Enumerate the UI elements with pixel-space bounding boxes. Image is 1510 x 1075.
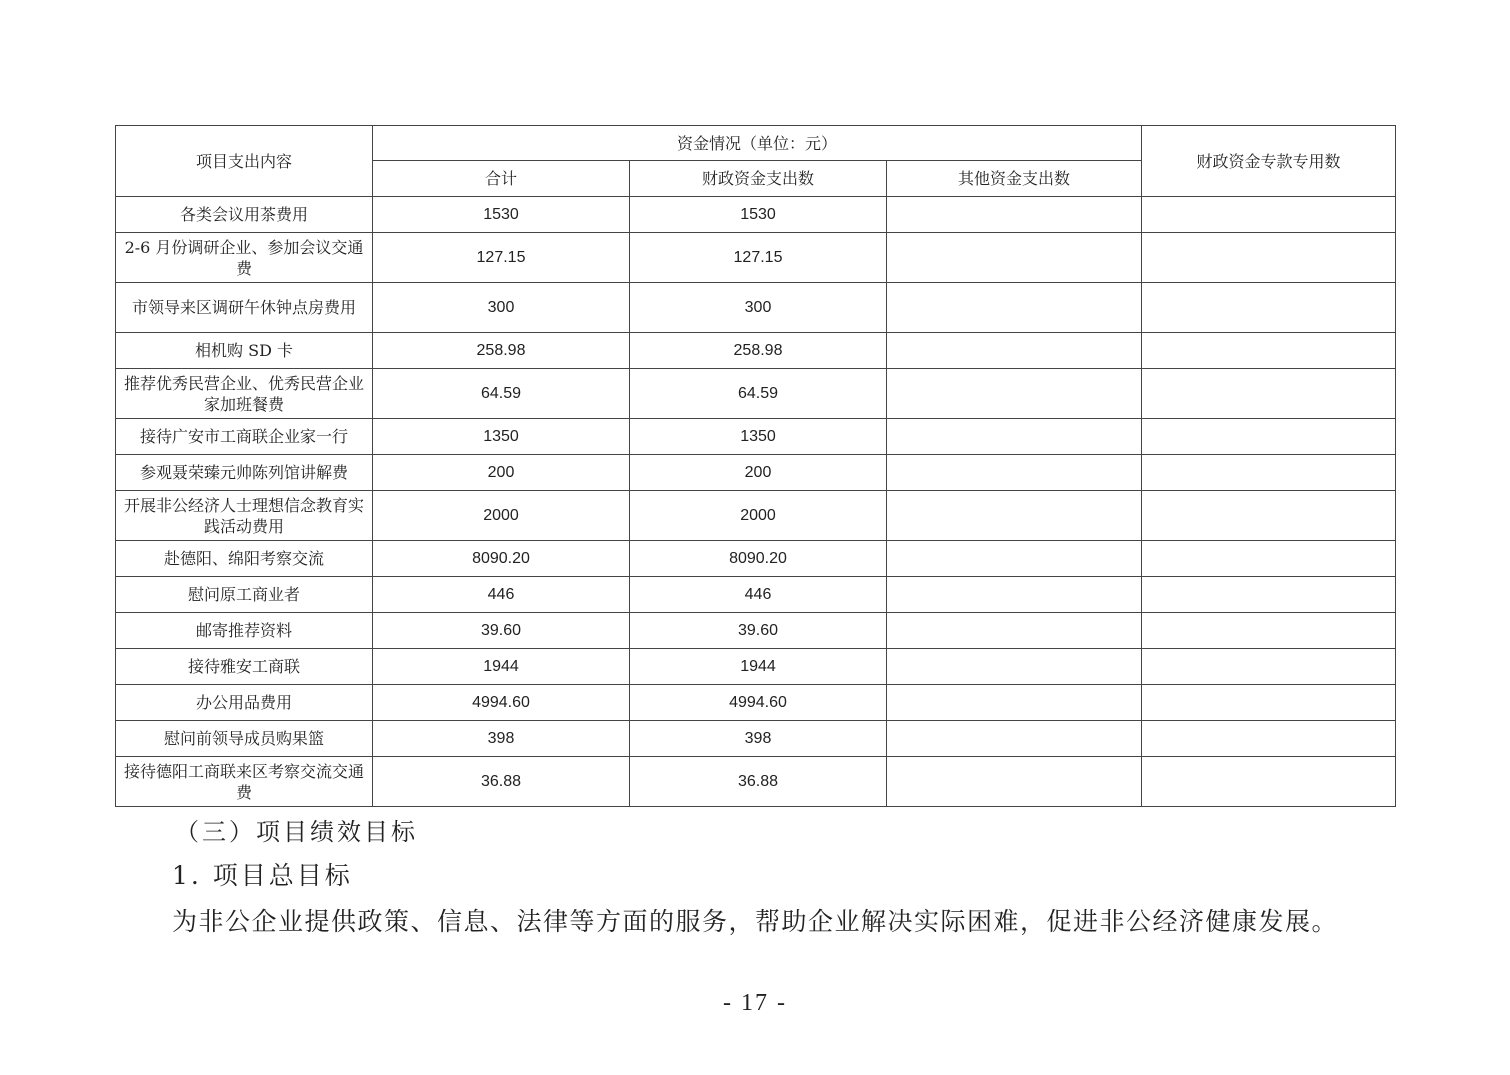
- cell-fiscal: 4994.60: [630, 685, 887, 721]
- cell-other: [887, 283, 1142, 333]
- cell-total: 2000: [373, 491, 630, 541]
- cell-fiscal: 8090.20: [630, 541, 887, 577]
- cell-fiscal: 1944: [630, 649, 887, 685]
- cell-total: 127.15: [373, 233, 630, 283]
- body-paragraph: 为非公企业提供政策、信息、法律等方面的服务，帮助企业解决实际困难，促进非公经济健康发展。: [172, 907, 1339, 936]
- cell-total: 4994.60: [373, 685, 630, 721]
- cell-item: 推荐优秀民营企业、优秀民营企业家加班餐费: [116, 369, 373, 419]
- cell-fiscal: 258.98: [630, 333, 887, 369]
- cell-fiscal: 2000: [630, 491, 887, 541]
- cell-total: 1944: [373, 649, 630, 685]
- table-row: [116, 455, 1396, 491]
- cell-other: [887, 491, 1142, 541]
- header-item-content: 项目支出内容: [116, 126, 373, 197]
- table-row: [116, 613, 1396, 649]
- cell-total: 8090.20: [373, 541, 630, 577]
- cell-total: 64.59: [373, 369, 630, 419]
- cell-item: 赴德阳、绵阳考察交流: [116, 541, 373, 577]
- header-fiscal-expense: 财政资金支出数: [630, 161, 887, 197]
- cell-special: [1142, 577, 1396, 613]
- table-row: [116, 369, 1396, 419]
- table-row: [116, 577, 1396, 613]
- cell-fiscal: 64.59: [630, 369, 887, 419]
- cell-item: 相机购 SD 卡: [116, 333, 373, 369]
- cell-fiscal: 446: [630, 577, 887, 613]
- cell-special: [1142, 233, 1396, 283]
- cell-special: [1142, 333, 1396, 369]
- cell-item: 接待德阳工商联来区考察交流交通费: [116, 757, 373, 807]
- cell-item: 参观聂荣臻元帅陈列馆讲解费: [116, 455, 373, 491]
- table-row: [116, 333, 1396, 369]
- cell-item: 办公用品费用: [116, 685, 373, 721]
- cell-item: 邮寄推荐资料: [116, 613, 373, 649]
- table-row: [116, 491, 1396, 541]
- cell-item: 慰问原工商业者: [116, 577, 373, 613]
- cell-fiscal: 1350: [630, 419, 887, 455]
- cell-item: 开展非公经济人士理想信念教育实践活动费用: [116, 491, 373, 541]
- cell-fiscal: 398: [630, 721, 887, 757]
- cell-fiscal: 36.88: [630, 757, 887, 807]
- cell-special: [1142, 197, 1396, 233]
- cell-other: [887, 333, 1142, 369]
- cell-item: 市领导来区调研午休钟点房费用: [116, 283, 373, 333]
- cell-special: [1142, 419, 1396, 455]
- cell-special: [1142, 491, 1396, 541]
- cell-total: 398: [373, 721, 630, 757]
- cell-item: 2-6 月份调研企业、参加会议交通费: [116, 233, 373, 283]
- cell-total: 446: [373, 577, 630, 613]
- section-heading: （三）项目绩效目标: [175, 818, 418, 846]
- table-row: [116, 541, 1396, 577]
- cell-item: 慰问前领导成员购果篮: [116, 721, 373, 757]
- table-row: [116, 419, 1396, 455]
- page-number: - 17 -: [723, 990, 787, 1016]
- cell-special: [1142, 721, 1396, 757]
- cell-fiscal: 300: [630, 283, 887, 333]
- cell-other: [887, 197, 1142, 233]
- table-row: [116, 757, 1396, 807]
- cell-special: [1142, 541, 1396, 577]
- table-row: [116, 283, 1396, 333]
- cell-fiscal: 1530: [630, 197, 887, 233]
- cell-special: [1142, 283, 1396, 333]
- cell-other: [887, 455, 1142, 491]
- cell-total: 300: [373, 283, 630, 333]
- cell-other: [887, 577, 1142, 613]
- cell-total: 258.98: [373, 333, 630, 369]
- table-row: [116, 649, 1396, 685]
- header-other-expense: 其他资金支出数: [887, 161, 1142, 197]
- cell-other: [887, 649, 1142, 685]
- cell-other: [887, 541, 1142, 577]
- cell-item: 接待雅安工商联: [116, 649, 373, 685]
- table-row: [116, 721, 1396, 757]
- table-row: [116, 685, 1396, 721]
- cell-special: [1142, 455, 1396, 491]
- cell-special: [1142, 685, 1396, 721]
- cell-item: 各类会议用茶费用: [116, 197, 373, 233]
- cell-special: [1142, 757, 1396, 807]
- cell-fiscal: 200: [630, 455, 887, 491]
- cell-item: 接待广安市工商联企业家一行: [116, 419, 373, 455]
- cell-total: 36.88: [373, 757, 630, 807]
- header-total: 合计: [373, 161, 630, 197]
- cell-other: [887, 721, 1142, 757]
- cell-total: 39.60: [373, 613, 630, 649]
- cell-special: [1142, 649, 1396, 685]
- cell-special: [1142, 369, 1396, 419]
- table-row: [116, 233, 1396, 283]
- cell-other: [887, 757, 1142, 807]
- cell-fiscal: 39.60: [630, 613, 887, 649]
- table-row: [116, 197, 1396, 233]
- cell-total: 200: [373, 455, 630, 491]
- cell-other: [887, 233, 1142, 283]
- table-header-row: [116, 126, 1396, 161]
- cell-other: [887, 369, 1142, 419]
- header-special-fund: 财政资金专款专用数: [1142, 126, 1396, 197]
- cell-other: [887, 685, 1142, 721]
- expense-table: [115, 125, 1396, 807]
- header-fund-situation: 资金情况（单位：元）: [373, 126, 1142, 161]
- cell-total: 1530: [373, 197, 630, 233]
- cell-other: [887, 613, 1142, 649]
- cell-other: [887, 419, 1142, 455]
- cell-special: [1142, 613, 1396, 649]
- cell-total: 1350: [373, 419, 630, 455]
- sub-heading: 1. 项目总目标: [172, 861, 353, 890]
- cell-fiscal: 127.15: [630, 233, 887, 283]
